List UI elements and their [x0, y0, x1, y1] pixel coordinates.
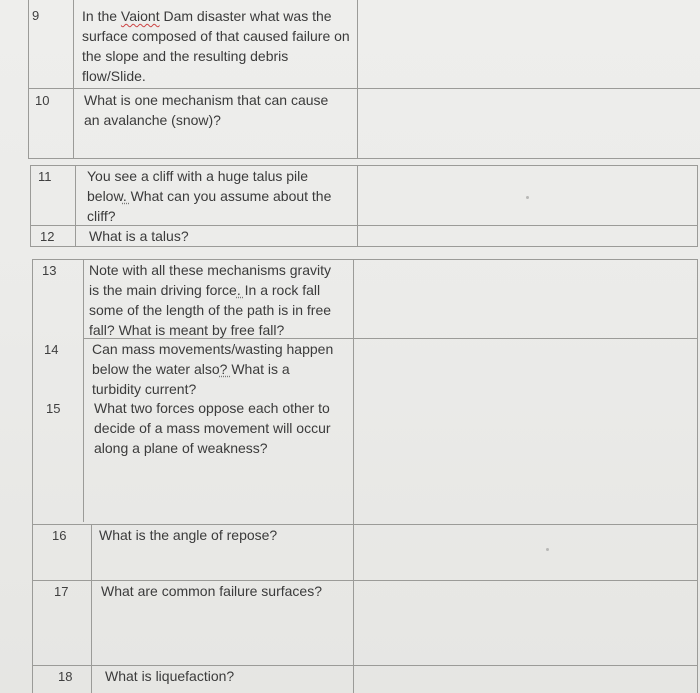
- question-text: In the Vaiont Dam disaster what was the surface composed of that caused failure on the slope and the resulting debris flow/Slide.: [82, 8, 350, 84]
- question-text: What is liquefaction?: [105, 668, 235, 684]
- question-text: What is a talus?: [89, 228, 189, 244]
- question-number: 17: [54, 584, 69, 599]
- question-text: Note with all these mechanisms gravity is the main driving force. In a rock fall some of the length of the path is in free fall? What is meant by free fall?: [89, 262, 332, 338]
- question-number: 12: [40, 229, 55, 244]
- question-text: What is the angle of repose?: [99, 527, 278, 543]
- question-number: 11: [38, 169, 52, 184]
- question-text: Can mass movements/wasting happen below the water also? What is a turbidity current?: [92, 341, 334, 397]
- question-number: 9: [32, 8, 40, 23]
- question-number: 14: [44, 342, 59, 357]
- question-number: 18: [58, 669, 73, 684]
- paper-speck: [526, 196, 529, 199]
- question-text: You see a cliff with a huge talus pile below. What can you assume about the cliff?: [87, 168, 332, 224]
- question-number: 13: [42, 263, 57, 278]
- question-text: What are common failure surfaces?: [101, 583, 322, 599]
- question-text: What two forces oppose each other to decide of a mass movement will occur along a plane of weakness?: [94, 400, 331, 456]
- misspelled-word: Vaiont: [120, 8, 160, 24]
- question-number: 16: [52, 528, 67, 543]
- question-text: What is one mechanism that can cause an avalanche (snow)?: [84, 92, 329, 128]
- question-number: 15: [46, 401, 61, 416]
- paper-speck: [546, 548, 549, 551]
- question-number: 10: [35, 93, 50, 108]
